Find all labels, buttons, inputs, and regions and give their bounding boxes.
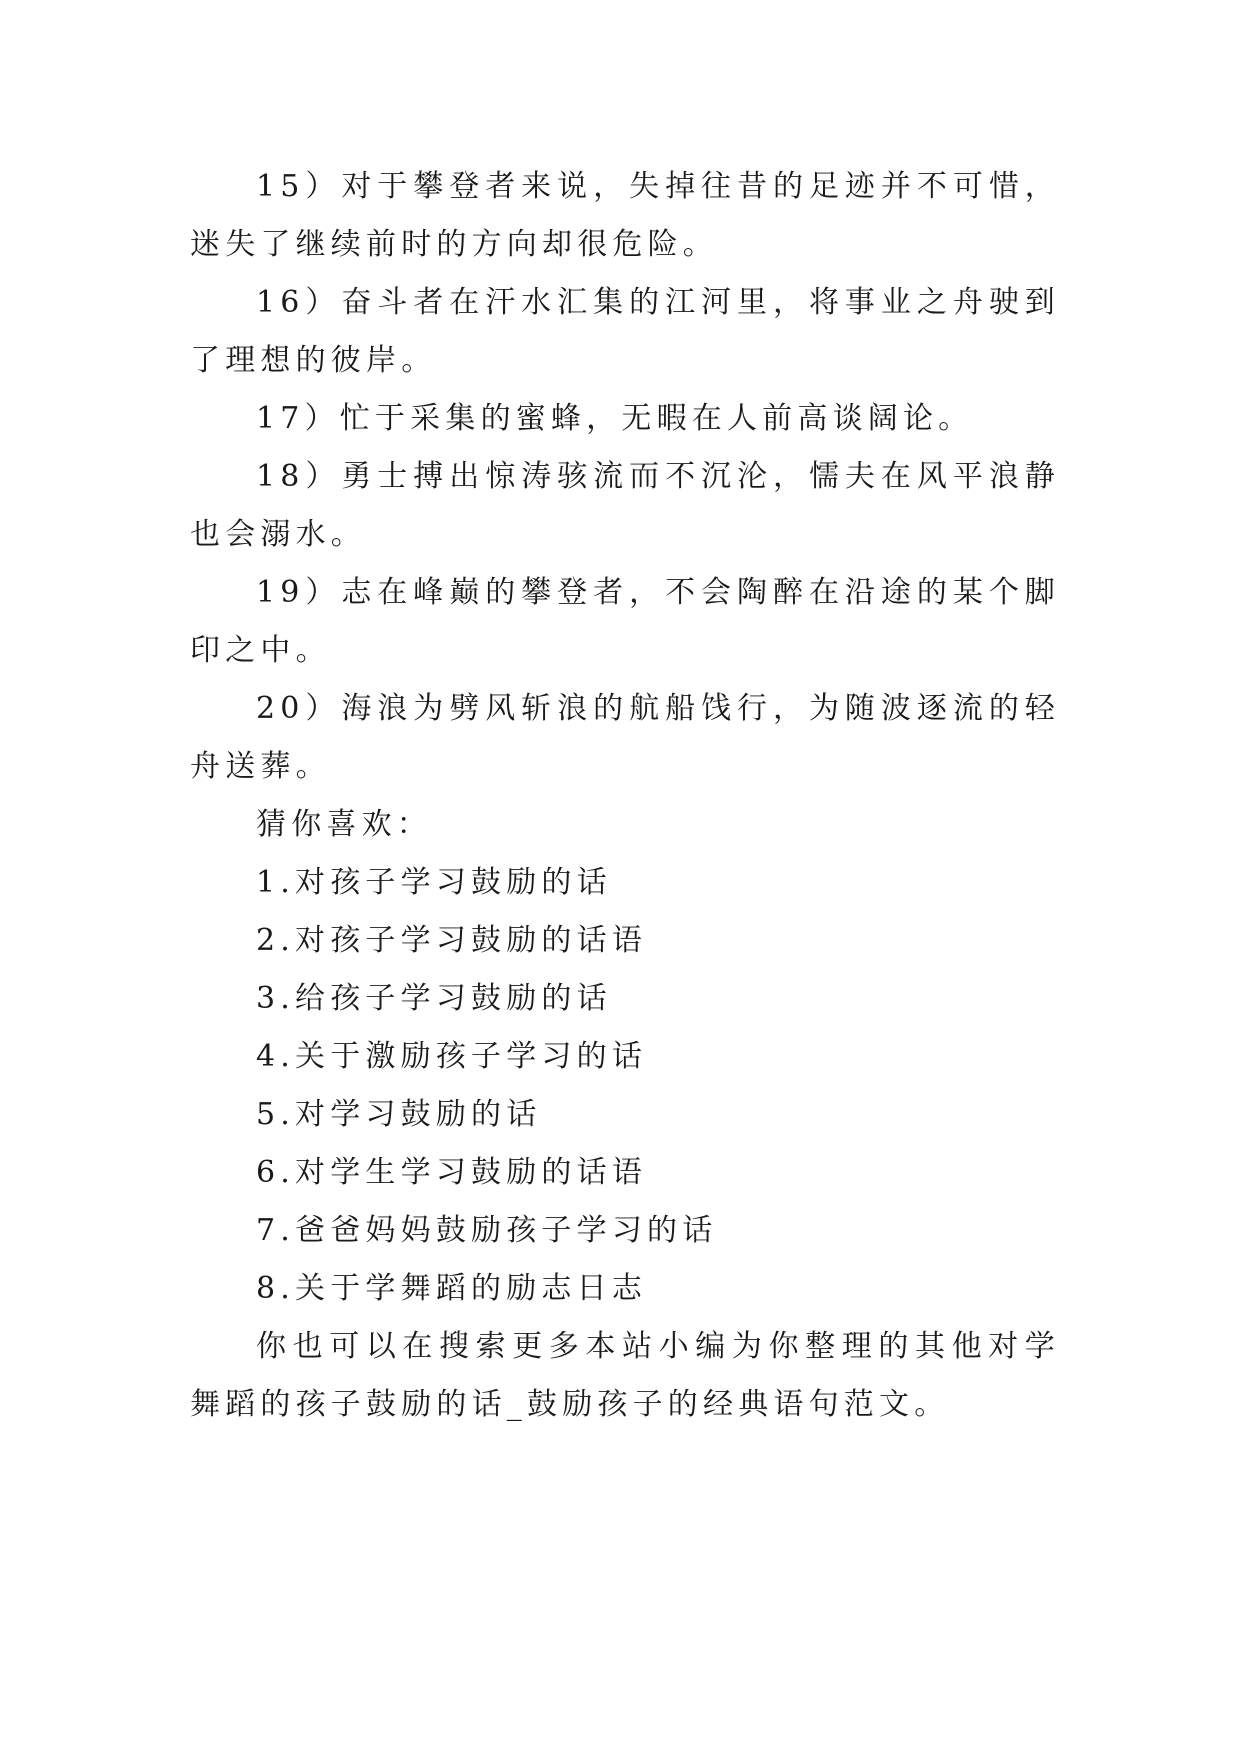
related-link-8[interactable]: 8.关于学舞蹈的励志日志 bbox=[256, 1271, 648, 1306]
quote-paragraph-17: 17）忙于采集的蜜蜂，无暇在人前高谈阔论。 bbox=[256, 401, 974, 436]
quote-paragraph-18: 18）勇士搏出惊涛骇流而不沉沦，懦夫在风平浪静也会溺水。 bbox=[190, 459, 1060, 552]
quote-paragraph-16: 16）奋斗者在汗水汇集的江河里，将事业之舟驶到了理想的彼岸。 bbox=[190, 285, 1060, 378]
related-link-2[interactable]: 2.对孩子学习鼓励的话语 bbox=[256, 923, 648, 958]
quote-paragraph-20: 20）海浪为劈风斩浪的航船饯行，为随波逐流的轻舟送葬。 bbox=[190, 691, 1060, 784]
quote-paragraph-15: 15）对于攀登者来说，失掉往昔的足迹并不可惜，迷失了继续前时的方向却很危险。 bbox=[190, 169, 1060, 262]
related-link-4[interactable]: 4.关于激励孩子学习的话 bbox=[256, 1039, 648, 1074]
related-link-1[interactable]: 1.对孩子学习鼓励的话 bbox=[256, 865, 612, 900]
related-link-3[interactable]: 3.给孩子学习鼓励的话 bbox=[256, 981, 612, 1016]
related-link-5[interactable]: 5.对学习鼓励的话 bbox=[256, 1097, 542, 1132]
related-heading: 猜你喜欢： bbox=[256, 807, 432, 842]
related-link-6[interactable]: 6.对学生学习鼓励的话语 bbox=[256, 1155, 648, 1190]
footer-note: 你也可以在搜索更多本站小编为你整理的其他对学舞蹈的孩子鼓励的话_鼓励孩子的经典语句范文。 bbox=[190, 1329, 1060, 1422]
document-body bbox=[190, 158, 1060, 1434]
quote-paragraph-19: 19）志在峰巅的攀登者，不会陶醉在沿途的某个脚印之中。 bbox=[190, 575, 1060, 668]
related-link-7[interactable]: 7.爸爸妈妈鼓励孩子学习的话 bbox=[256, 1213, 718, 1248]
